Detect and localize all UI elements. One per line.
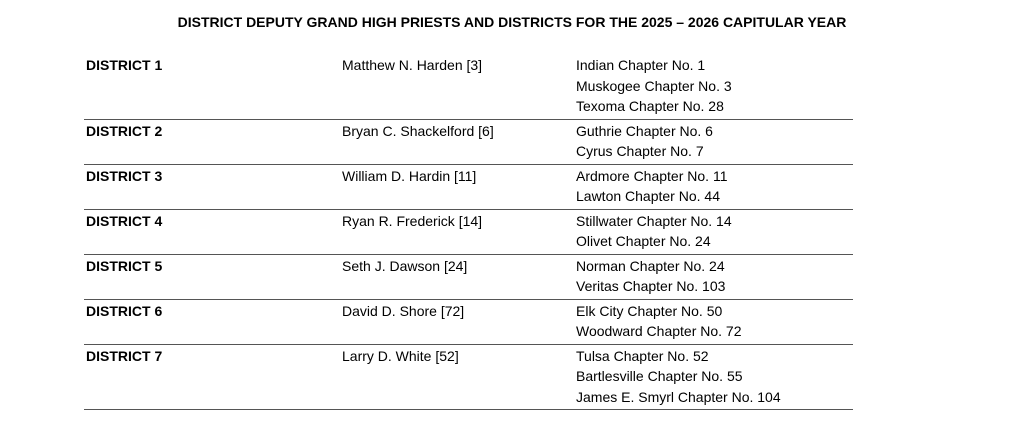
district-name: DISTRICT 7 (86, 347, 163, 364)
chapter-list (576, 256, 853, 297)
district-deputy-name: Matthew N. Harden [3] (342, 57, 483, 73)
district-row (84, 255, 853, 300)
district-name: DISTRICT 2 (86, 122, 163, 139)
chapter-item: Tulsa Chapter No. 52 (576, 347, 709, 364)
chapter-item: Texoma Chapter No. 28 (576, 98, 724, 114)
district-name: DISTRICT 3 (86, 167, 163, 184)
chapter-list (576, 121, 853, 162)
chapter-list (576, 166, 853, 207)
district-row (84, 54, 853, 120)
chapter-item: Ardmore Chapter No. 11 (576, 167, 728, 184)
district-row (84, 120, 853, 165)
chapter-list (576, 211, 853, 252)
chapter-item: Elk City Chapter No. 50 (576, 302, 723, 319)
district-row (84, 165, 853, 210)
chapter-item: Muskogee Chapter No. 3 (576, 77, 732, 94)
district-row (84, 300, 853, 345)
chapter-item: James E. Smyrl Chapter No. 104 (576, 388, 781, 405)
chapter-item: Indian Chapter No. 1 (576, 57, 706, 73)
district-deputy-name: William D. Hardin [11] (342, 167, 477, 184)
district-deputy-name: David D. Shore [72] (342, 302, 465, 319)
chapter-item: Veritas Chapter No. 103 (576, 278, 726, 294)
chapter-item: Norman Chapter No. 24 (576, 257, 725, 274)
district-deputy-name: Larry D. White [52] (342, 347, 459, 364)
chapter-item: Guthrie Chapter No. 6 (576, 122, 713, 139)
chapter-list (576, 55, 853, 117)
chapter-list (576, 301, 853, 342)
district-name: DISTRICT 1 (86, 57, 163, 73)
chapter-item: Bartlesville Chapter No. 55 (576, 368, 743, 384)
district-name: DISTRICT 4 (86, 212, 163, 229)
district-name: DISTRICT 5 (86, 257, 163, 274)
district-deputy-name: Bryan C. Shackelford [6] (342, 122, 494, 139)
district-table (84, 54, 853, 410)
district-row (84, 345, 853, 411)
chapter-item: Olivet Chapter No. 24 (576, 233, 711, 249)
chapter-item: Lawton Chapter No. 44 (576, 188, 720, 204)
chapter-item: Cyrus Chapter No. 7 (576, 143, 704, 159)
chapter-item: Woodward Chapter No. 72 (576, 323, 742, 339)
district-deputy-name: Seth J. Dawson [24] (342, 257, 468, 274)
district-name: DISTRICT 6 (86, 302, 163, 319)
page-title: DISTRICT DEPUTY GRAND HIGH PRIESTS AND DISTRICTS FOR THE 2025 – 2026 CAPITULAR YEAR (177, 14, 847, 30)
district-row (84, 210, 853, 255)
chapter-list (576, 346, 853, 408)
district-deputy-name: Ryan R. Frederick [14] (342, 212, 483, 229)
chapter-item: Stillwater Chapter No. 14 (576, 212, 732, 229)
